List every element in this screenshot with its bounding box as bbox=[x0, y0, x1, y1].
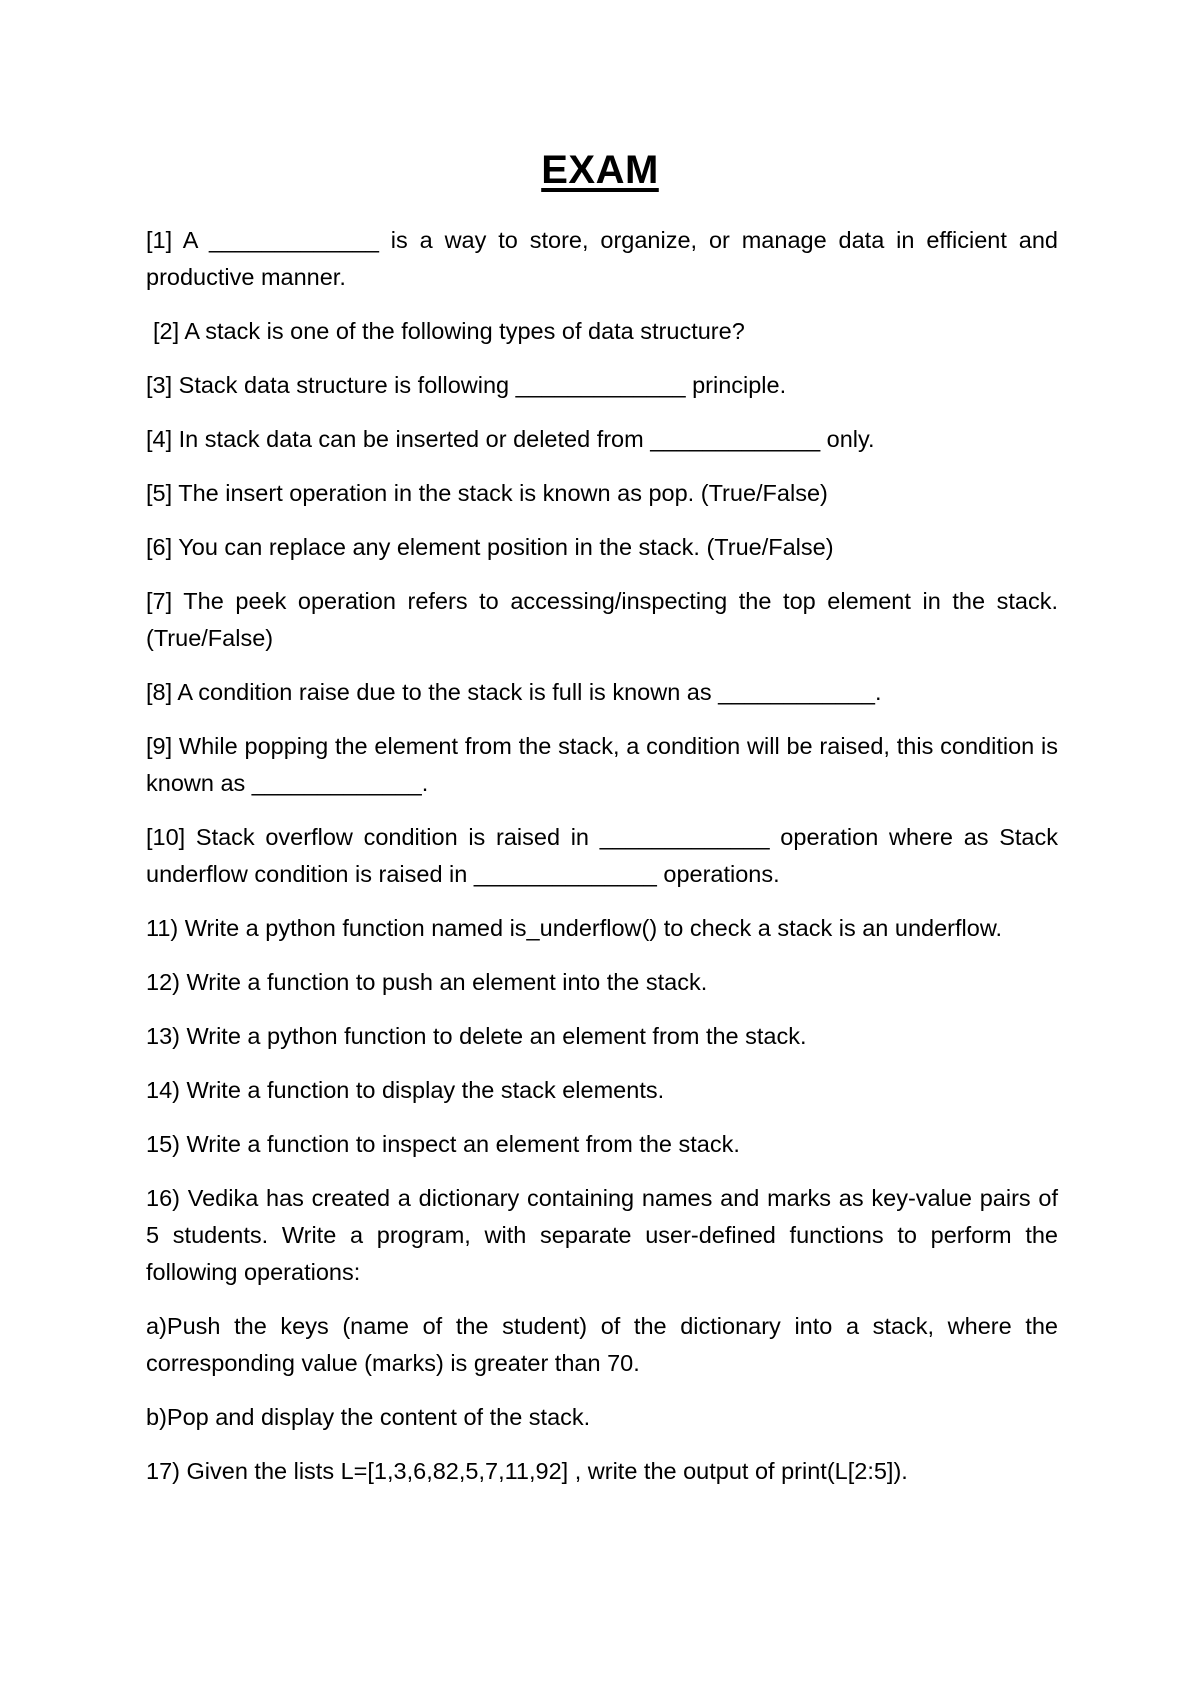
question-7: [7] The peek operation refers to accessing/inspecting the top element in the stack. (True/False) bbox=[146, 588, 1058, 651]
question-5: [5] The insert operation in the stack is known as pop. (True/False) bbox=[146, 480, 828, 506]
question-4: [4] In stack data can be inserted or deleted from _____________ only. bbox=[146, 426, 875, 452]
question-9: [9] While popping the element from the stack, a condition will be raised, this condition is known as _____________. bbox=[146, 733, 1058, 796]
question-6: [6] You can replace any element position in the stack. (True/False) bbox=[146, 534, 834, 560]
question-11: 11) Write a python function named is_underflow() to check a stack is an underflow. bbox=[146, 915, 1003, 941]
question-8: [8] A condition raise due to the stack is full is known as ____________. bbox=[146, 679, 882, 705]
page-title: EXAM bbox=[541, 148, 659, 192]
question-10: [10] Stack overflow condition is raised in _____________ operation where as Stack underflow condition is raised in ______________ operations. bbox=[146, 824, 1058, 887]
question-15: 15) Write a function to inspect an element from the stack. bbox=[146, 1131, 740, 1157]
question-12: 12) Write a function to push an element into the stack. bbox=[146, 969, 708, 995]
question-3: [3] Stack data structure is following _____________ principle. bbox=[146, 372, 787, 398]
question-13: 13) Write a python function to delete an element from the stack. bbox=[146, 1023, 807, 1049]
question-17: 17) Given the lists L=[1,3,6,82,5,7,11,92] , write the output of print(L[2:5]). bbox=[146, 1458, 908, 1484]
question-2: [2] A stack is one of the following types of data structure? bbox=[153, 318, 745, 344]
question-list bbox=[146, 222, 1058, 1507]
question-14: 14) Write a function to display the stack elements. bbox=[146, 1077, 665, 1103]
question-16b: b)Pop and display the content of the stack. bbox=[146, 1404, 591, 1430]
question-1: [1] A _____________ is a way to store, organize, or manage data in efficient and productive manner. bbox=[146, 227, 1058, 290]
question-16a: a)Push the keys (name of the student) of the dictionary into a stack, where the corresponding value (marks) is greater than 70. bbox=[146, 1313, 1058, 1376]
question-16: 16) Vedika has created a dictionary containing names and marks as key-value pairs of 5 students. Write a program, with separate user-defined functions to perform the following operations: bbox=[146, 1185, 1058, 1285]
